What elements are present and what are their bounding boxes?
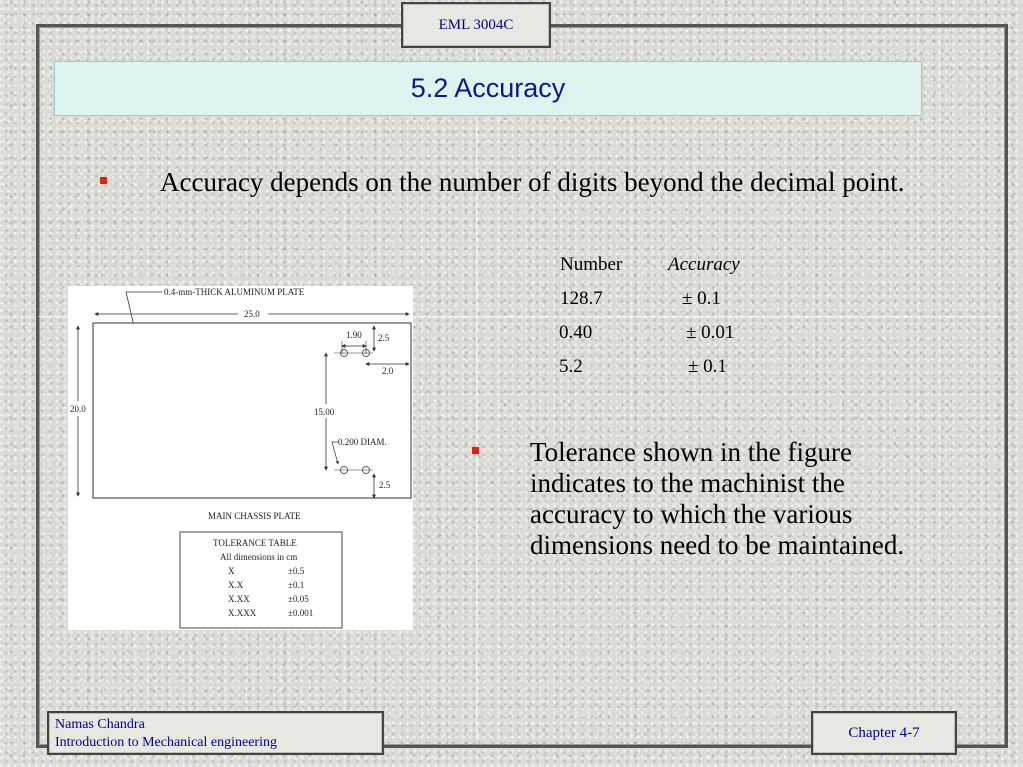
accuracy-row-number: 0.40: [559, 322, 593, 343]
slide-title: 5.2 Accuracy: [410, 73, 566, 103]
course-code-box: [401, 2, 551, 48]
title-bar: [54, 61, 922, 116]
width-dimension: 25.0: [244, 309, 260, 319]
vertical-dimension: 15.00: [314, 407, 335, 417]
bullet-square-icon: [100, 177, 107, 184]
tolerance-format: X.X: [228, 580, 244, 590]
tolerance-value: ±0.001: [288, 608, 314, 618]
course-code: EML 3004C: [438, 16, 514, 33]
tolerance-value: ±0.1: [288, 580, 305, 590]
chassis-plate-figure: [68, 286, 413, 630]
tolerance-value: ±0.5: [288, 566, 305, 576]
top-offset-dimension: 2.5: [378, 333, 390, 343]
background-guide-vertical: [476, 28, 477, 740]
accuracy-row-number: 5.2: [559, 356, 583, 377]
plate-thickness-label: 0.4-mm-THICK ALUMINUM PLATE: [164, 287, 305, 297]
accuracy-row-value: ± 0.1: [688, 356, 727, 377]
side-offset-dimension: 2.0: [382, 366, 394, 376]
header-number: Number: [560, 254, 623, 275]
accuracy-row-value: ± 0.01: [686, 322, 735, 343]
figure-caption: MAIN CHASSIS PLATE: [208, 511, 301, 521]
hole-diameter-label: 0.200 DIAM.: [338, 437, 387, 447]
tolerance-format: X: [228, 566, 235, 576]
bullet-text-tolerance: Tolerance shown in the figure indicates to the machinist the accuracy to which the various dimensions need to be maintained.: [530, 437, 905, 560]
bullet-text-accuracy: Accuracy depends on the number of digits beyond the decimal point.: [160, 167, 905, 197]
tolerance-table-title: TOLERANCE TABLE: [213, 538, 297, 548]
tolerance-value: ±0.05: [288, 594, 309, 604]
tolerance-table-subtitle: All dimensions in cm: [220, 552, 298, 562]
plate-label-leader: [126, 292, 162, 326]
header-accuracy: Accuracy: [668, 254, 740, 275]
bullet-square-icon: [472, 447, 479, 454]
footer-chapter-box: [811, 711, 957, 755]
tolerance-format: X.XX: [228, 594, 250, 604]
footer-chapter: Chapter 4-7: [848, 724, 920, 741]
footer-course: Introduction to Mechanical engineering: [55, 735, 277, 750]
tolerance-format: X.XXX: [228, 608, 257, 618]
bottom-offset-dimension: 2.5: [379, 480, 391, 490]
footer-author: Namas Chandra: [55, 717, 145, 732]
accuracy-row-value: ± 0.1: [682, 288, 721, 309]
footer-author-box: [47, 711, 384, 755]
height-dimension: 20.0: [70, 404, 86, 414]
accuracy-row-number: 128.7: [560, 288, 603, 309]
chassis-plate-drawing: [68, 286, 413, 630]
hole-spacing-dimension: 1.90: [346, 330, 362, 340]
